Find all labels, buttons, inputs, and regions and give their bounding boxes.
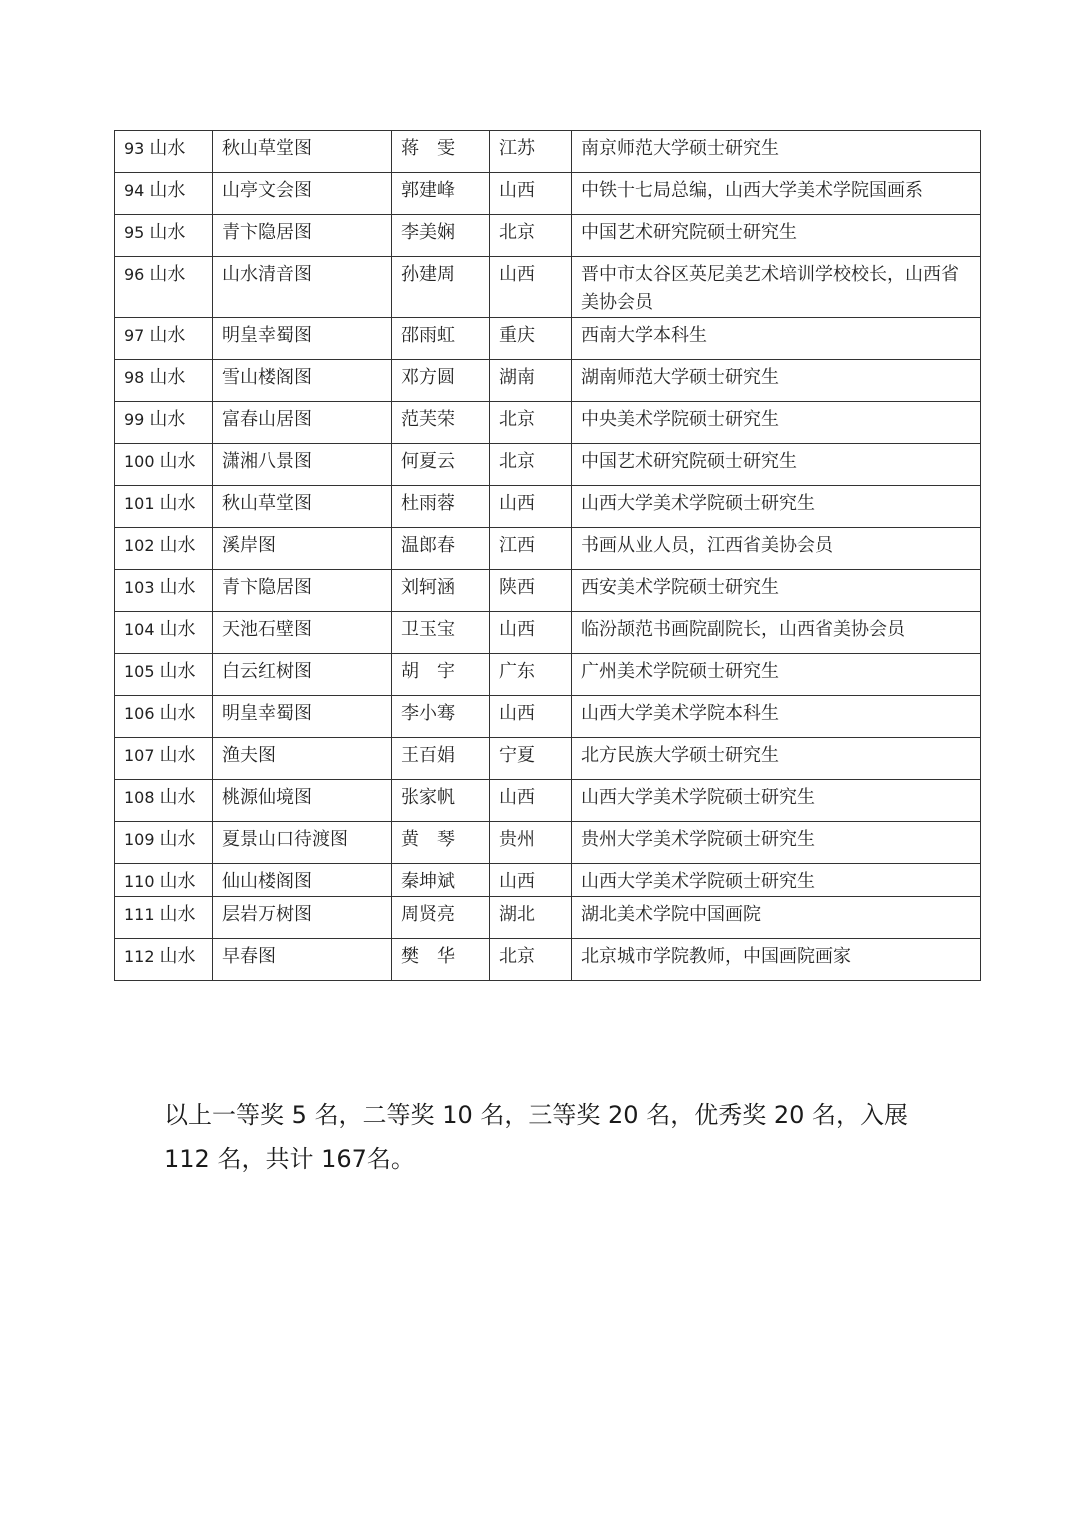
region-cell: 江西 bbox=[490, 528, 572, 570]
affiliation-cell: 山西大学美术学院硕士研究生 bbox=[572, 780, 981, 822]
excellence-prize-count: 20 bbox=[773, 1101, 805, 1129]
artist-name-cell: 樊 华 bbox=[392, 939, 490, 981]
entry-number: 112 bbox=[124, 947, 155, 966]
artwork-title-cell: 层岩万树图 bbox=[213, 897, 392, 939]
entry-number: 100 bbox=[124, 452, 155, 471]
summary-text-2: 名，二等奖 bbox=[314, 1101, 435, 1129]
affiliation-cell: 广州美术学院硕士研究生 bbox=[572, 654, 981, 696]
artwork-title-cell: 夏景山口待渡图 bbox=[213, 822, 392, 864]
affiliation-cell: 山西大学美术学院硕士研究生 bbox=[572, 864, 981, 897]
entry-number-cell bbox=[115, 780, 213, 822]
artwork-title-cell: 潇湘八景图 bbox=[213, 444, 392, 486]
region-cell: 山西 bbox=[490, 696, 572, 738]
entry-number: 95 bbox=[124, 223, 145, 242]
entry-number-cell bbox=[115, 360, 213, 402]
entry-number: 111 bbox=[124, 905, 155, 924]
artwork-title-cell: 明皇幸蜀图 bbox=[213, 318, 392, 360]
summary-text-6: 名，共计 bbox=[217, 1145, 314, 1173]
affiliation-cell: 晋中市太谷区英尼美艺术培训学校校长，山西省美协会员 bbox=[572, 257, 981, 318]
summary-text-5: 名，入展 bbox=[812, 1101, 909, 1129]
entry-number-cell bbox=[115, 444, 213, 486]
artist-name-cell: 郭建峰 bbox=[392, 173, 490, 215]
entry-category: 山水 bbox=[159, 577, 196, 598]
entry-category: 山水 bbox=[149, 325, 186, 346]
entry-number: 110 bbox=[124, 872, 155, 891]
artwork-title-cell: 早春图 bbox=[213, 939, 392, 981]
entry-category: 山水 bbox=[159, 787, 196, 808]
entry-number: 105 bbox=[124, 662, 155, 681]
third-prize-count: 20 bbox=[608, 1101, 639, 1129]
region-cell: 湖北 bbox=[490, 897, 572, 939]
artwork-title-cell: 明皇幸蜀图 bbox=[213, 696, 392, 738]
entry-number-cell bbox=[115, 570, 213, 612]
artist-name-cell: 张家帆 bbox=[392, 780, 490, 822]
artist-name-cell: 刘轲涵 bbox=[392, 570, 490, 612]
affiliation-cell: 南京师范大学硕士研究生 bbox=[572, 131, 981, 173]
affiliation-cell: 临汾颉范书画院副院长，山西省美协会员 bbox=[572, 612, 981, 654]
affiliation-cell: 书画从业人员，江西省美协会员 bbox=[572, 528, 981, 570]
entry-category: 山水 bbox=[149, 222, 186, 243]
artist-name-cell: 孙建周 bbox=[392, 257, 490, 318]
exhibit-count: 112 bbox=[164, 1145, 210, 1173]
total-count: 167 bbox=[321, 1145, 367, 1173]
entry-category: 山水 bbox=[159, 703, 196, 724]
table-row bbox=[115, 780, 981, 822]
table-row bbox=[115, 897, 981, 939]
affiliation-cell: 中国艺术研究院硕士研究生 bbox=[572, 215, 981, 257]
artist-name-cell: 杜雨蓉 bbox=[392, 486, 490, 528]
region-cell: 山西 bbox=[490, 486, 572, 528]
entry-number-cell bbox=[115, 612, 213, 654]
table-row bbox=[115, 528, 981, 570]
artwork-title-cell: 仙山楼阁图 bbox=[213, 864, 392, 897]
region-cell: 重庆 bbox=[490, 318, 572, 360]
table-row bbox=[115, 612, 981, 654]
region-cell: 北京 bbox=[490, 402, 572, 444]
artwork-title-cell: 山亭文会图 bbox=[213, 173, 392, 215]
entry-number: 99 bbox=[124, 410, 145, 429]
entry-number-cell bbox=[115, 822, 213, 864]
affiliation-cell: 中国艺术研究院硕士研究生 bbox=[572, 444, 981, 486]
artwork-title-cell: 桃源仙境图 bbox=[213, 780, 392, 822]
artwork-title-cell: 溪岸图 bbox=[213, 528, 392, 570]
entry-number: 108 bbox=[124, 788, 155, 807]
artist-name-cell: 秦坤斌 bbox=[392, 864, 490, 897]
entry-category: 山水 bbox=[149, 264, 186, 285]
artwork-title-cell: 渔夫图 bbox=[213, 738, 392, 780]
entry-number-cell bbox=[115, 215, 213, 257]
entry-number-cell bbox=[115, 654, 213, 696]
artwork-title-cell: 秋山草堂图 bbox=[213, 486, 392, 528]
entry-number-cell bbox=[115, 173, 213, 215]
table-row bbox=[115, 570, 981, 612]
artist-name-cell: 蒋 雯 bbox=[392, 131, 490, 173]
artwork-title-cell: 青卞隐居图 bbox=[213, 570, 392, 612]
affiliation-cell: 北京城市学院教师，中国画院画家 bbox=[572, 939, 981, 981]
entry-category: 山水 bbox=[159, 946, 196, 967]
artwork-title-cell: 雪山楼阁图 bbox=[213, 360, 392, 402]
entry-category: 山水 bbox=[149, 138, 186, 159]
table-row bbox=[115, 738, 981, 780]
region-cell: 北京 bbox=[490, 215, 572, 257]
region-cell: 贵州 bbox=[490, 822, 572, 864]
entry-number-cell bbox=[115, 318, 213, 360]
entry-number-cell bbox=[115, 257, 213, 318]
table-row bbox=[115, 864, 981, 897]
artwork-title-cell: 天池石壁图 bbox=[213, 612, 392, 654]
region-cell: 江苏 bbox=[490, 131, 572, 173]
table-row bbox=[115, 822, 981, 864]
affiliation-cell: 中央美术学院硕士研究生 bbox=[572, 402, 981, 444]
entry-category: 山水 bbox=[149, 409, 186, 430]
artwork-title-cell: 富春山居图 bbox=[213, 402, 392, 444]
entry-number: 104 bbox=[124, 620, 155, 639]
entry-category: 山水 bbox=[159, 535, 196, 556]
affiliation-cell: 西南大学本科生 bbox=[572, 318, 981, 360]
table-row bbox=[115, 318, 981, 360]
table-row bbox=[115, 654, 981, 696]
artist-name-cell: 黄 琴 bbox=[392, 822, 490, 864]
entry-number: 96 bbox=[124, 265, 145, 284]
entry-category: 山水 bbox=[159, 619, 196, 640]
summary-text-3: 名，三等奖 bbox=[480, 1101, 601, 1129]
affiliation-cell: 山西大学美术学院硕士研究生 bbox=[572, 486, 981, 528]
entry-number: 102 bbox=[124, 536, 155, 555]
entry-category: 山水 bbox=[159, 493, 196, 514]
region-cell: 山西 bbox=[490, 257, 572, 318]
entry-number: 98 bbox=[124, 368, 145, 387]
artist-name-cell: 温郎春 bbox=[392, 528, 490, 570]
entry-number: 103 bbox=[124, 578, 155, 597]
second-prize-count: 10 bbox=[442, 1101, 473, 1129]
artist-name-cell: 范芙荣 bbox=[392, 402, 490, 444]
table-row bbox=[115, 486, 981, 528]
entry-number: 97 bbox=[124, 326, 145, 345]
table-row bbox=[115, 696, 981, 738]
region-cell: 宁夏 bbox=[490, 738, 572, 780]
entry-category: 山水 bbox=[149, 367, 186, 388]
artist-name-cell: 胡 宇 bbox=[392, 654, 490, 696]
entry-category: 山水 bbox=[159, 451, 196, 472]
entry-category: 山水 bbox=[159, 745, 196, 766]
summary-text-7: 名。 bbox=[366, 1145, 415, 1173]
award-summary bbox=[164, 1093, 924, 1181]
artist-name-cell: 邵雨虹 bbox=[392, 318, 490, 360]
table-body bbox=[115, 131, 981, 981]
table-row bbox=[115, 939, 981, 981]
artwork-title-cell: 秋山草堂图 bbox=[213, 131, 392, 173]
region-cell: 北京 bbox=[490, 939, 572, 981]
entry-number-cell bbox=[115, 402, 213, 444]
exhibition-list-table bbox=[114, 130, 981, 981]
entry-number-cell bbox=[115, 696, 213, 738]
affiliation-cell: 湖南师范大学硕士研究生 bbox=[572, 360, 981, 402]
entry-number-cell bbox=[115, 528, 213, 570]
entry-number-cell bbox=[115, 897, 213, 939]
affiliation-cell: 山西大学美术学院本科生 bbox=[572, 696, 981, 738]
artist-name-cell: 卫玉宝 bbox=[392, 612, 490, 654]
entry-category: 山水 bbox=[149, 180, 186, 201]
affiliation-cell: 湖北美术学院中国画院 bbox=[572, 897, 981, 939]
region-cell: 北京 bbox=[490, 444, 572, 486]
entry-number-cell bbox=[115, 131, 213, 173]
entry-number: 94 bbox=[124, 181, 145, 200]
region-cell: 湖南 bbox=[490, 360, 572, 402]
table-row bbox=[115, 131, 981, 173]
summary-text-1: 以上一等奖 bbox=[164, 1101, 284, 1129]
table-row bbox=[115, 215, 981, 257]
region-cell: 广东 bbox=[490, 654, 572, 696]
artist-name-cell: 何夏云 bbox=[392, 444, 490, 486]
artist-name-cell: 李美娴 bbox=[392, 215, 490, 257]
region-cell: 山西 bbox=[490, 780, 572, 822]
entry-number-cell bbox=[115, 939, 213, 981]
artist-name-cell: 李小骞 bbox=[392, 696, 490, 738]
artist-name-cell: 王百娟 bbox=[392, 738, 490, 780]
region-cell: 山西 bbox=[490, 173, 572, 215]
entry-category: 山水 bbox=[159, 871, 196, 892]
entry-number: 106 bbox=[124, 704, 155, 723]
table-row bbox=[115, 173, 981, 215]
artwork-title-cell: 白云红树图 bbox=[213, 654, 392, 696]
table-row bbox=[115, 360, 981, 402]
artwork-title-cell: 山水清音图 bbox=[213, 257, 392, 318]
affiliation-cell: 北方民族大学硕士研究生 bbox=[572, 738, 981, 780]
entry-number: 93 bbox=[124, 139, 145, 158]
affiliation-cell: 西安美术学院硕士研究生 bbox=[572, 570, 981, 612]
affiliation-cell: 贵州大学美术学院硕士研究生 bbox=[572, 822, 981, 864]
entry-number: 109 bbox=[124, 830, 155, 849]
entry-number-cell bbox=[115, 864, 213, 897]
entry-category: 山水 bbox=[159, 661, 196, 682]
entry-number: 107 bbox=[124, 746, 155, 765]
affiliation-cell: 中铁十七局总编，山西大学美术学院国画系 bbox=[572, 173, 981, 215]
first-prize-count: 5 bbox=[291, 1101, 307, 1129]
artist-name-cell: 邓方圆 bbox=[392, 360, 490, 402]
entry-number-cell bbox=[115, 486, 213, 528]
entry-number-cell bbox=[115, 738, 213, 780]
region-cell: 山西 bbox=[490, 612, 572, 654]
entry-category: 山水 bbox=[159, 829, 196, 850]
table-row bbox=[115, 257, 981, 318]
entry-number: 101 bbox=[124, 494, 155, 513]
region-cell: 山西 bbox=[490, 864, 572, 897]
region-cell: 陕西 bbox=[490, 570, 572, 612]
table-row bbox=[115, 402, 981, 444]
entry-category: 山水 bbox=[159, 904, 196, 925]
summary-text-4: 名，优秀奖 bbox=[646, 1101, 767, 1129]
table-row bbox=[115, 444, 981, 486]
artwork-title-cell: 青卞隐居图 bbox=[213, 215, 392, 257]
artist-name-cell: 周贤亮 bbox=[392, 897, 490, 939]
